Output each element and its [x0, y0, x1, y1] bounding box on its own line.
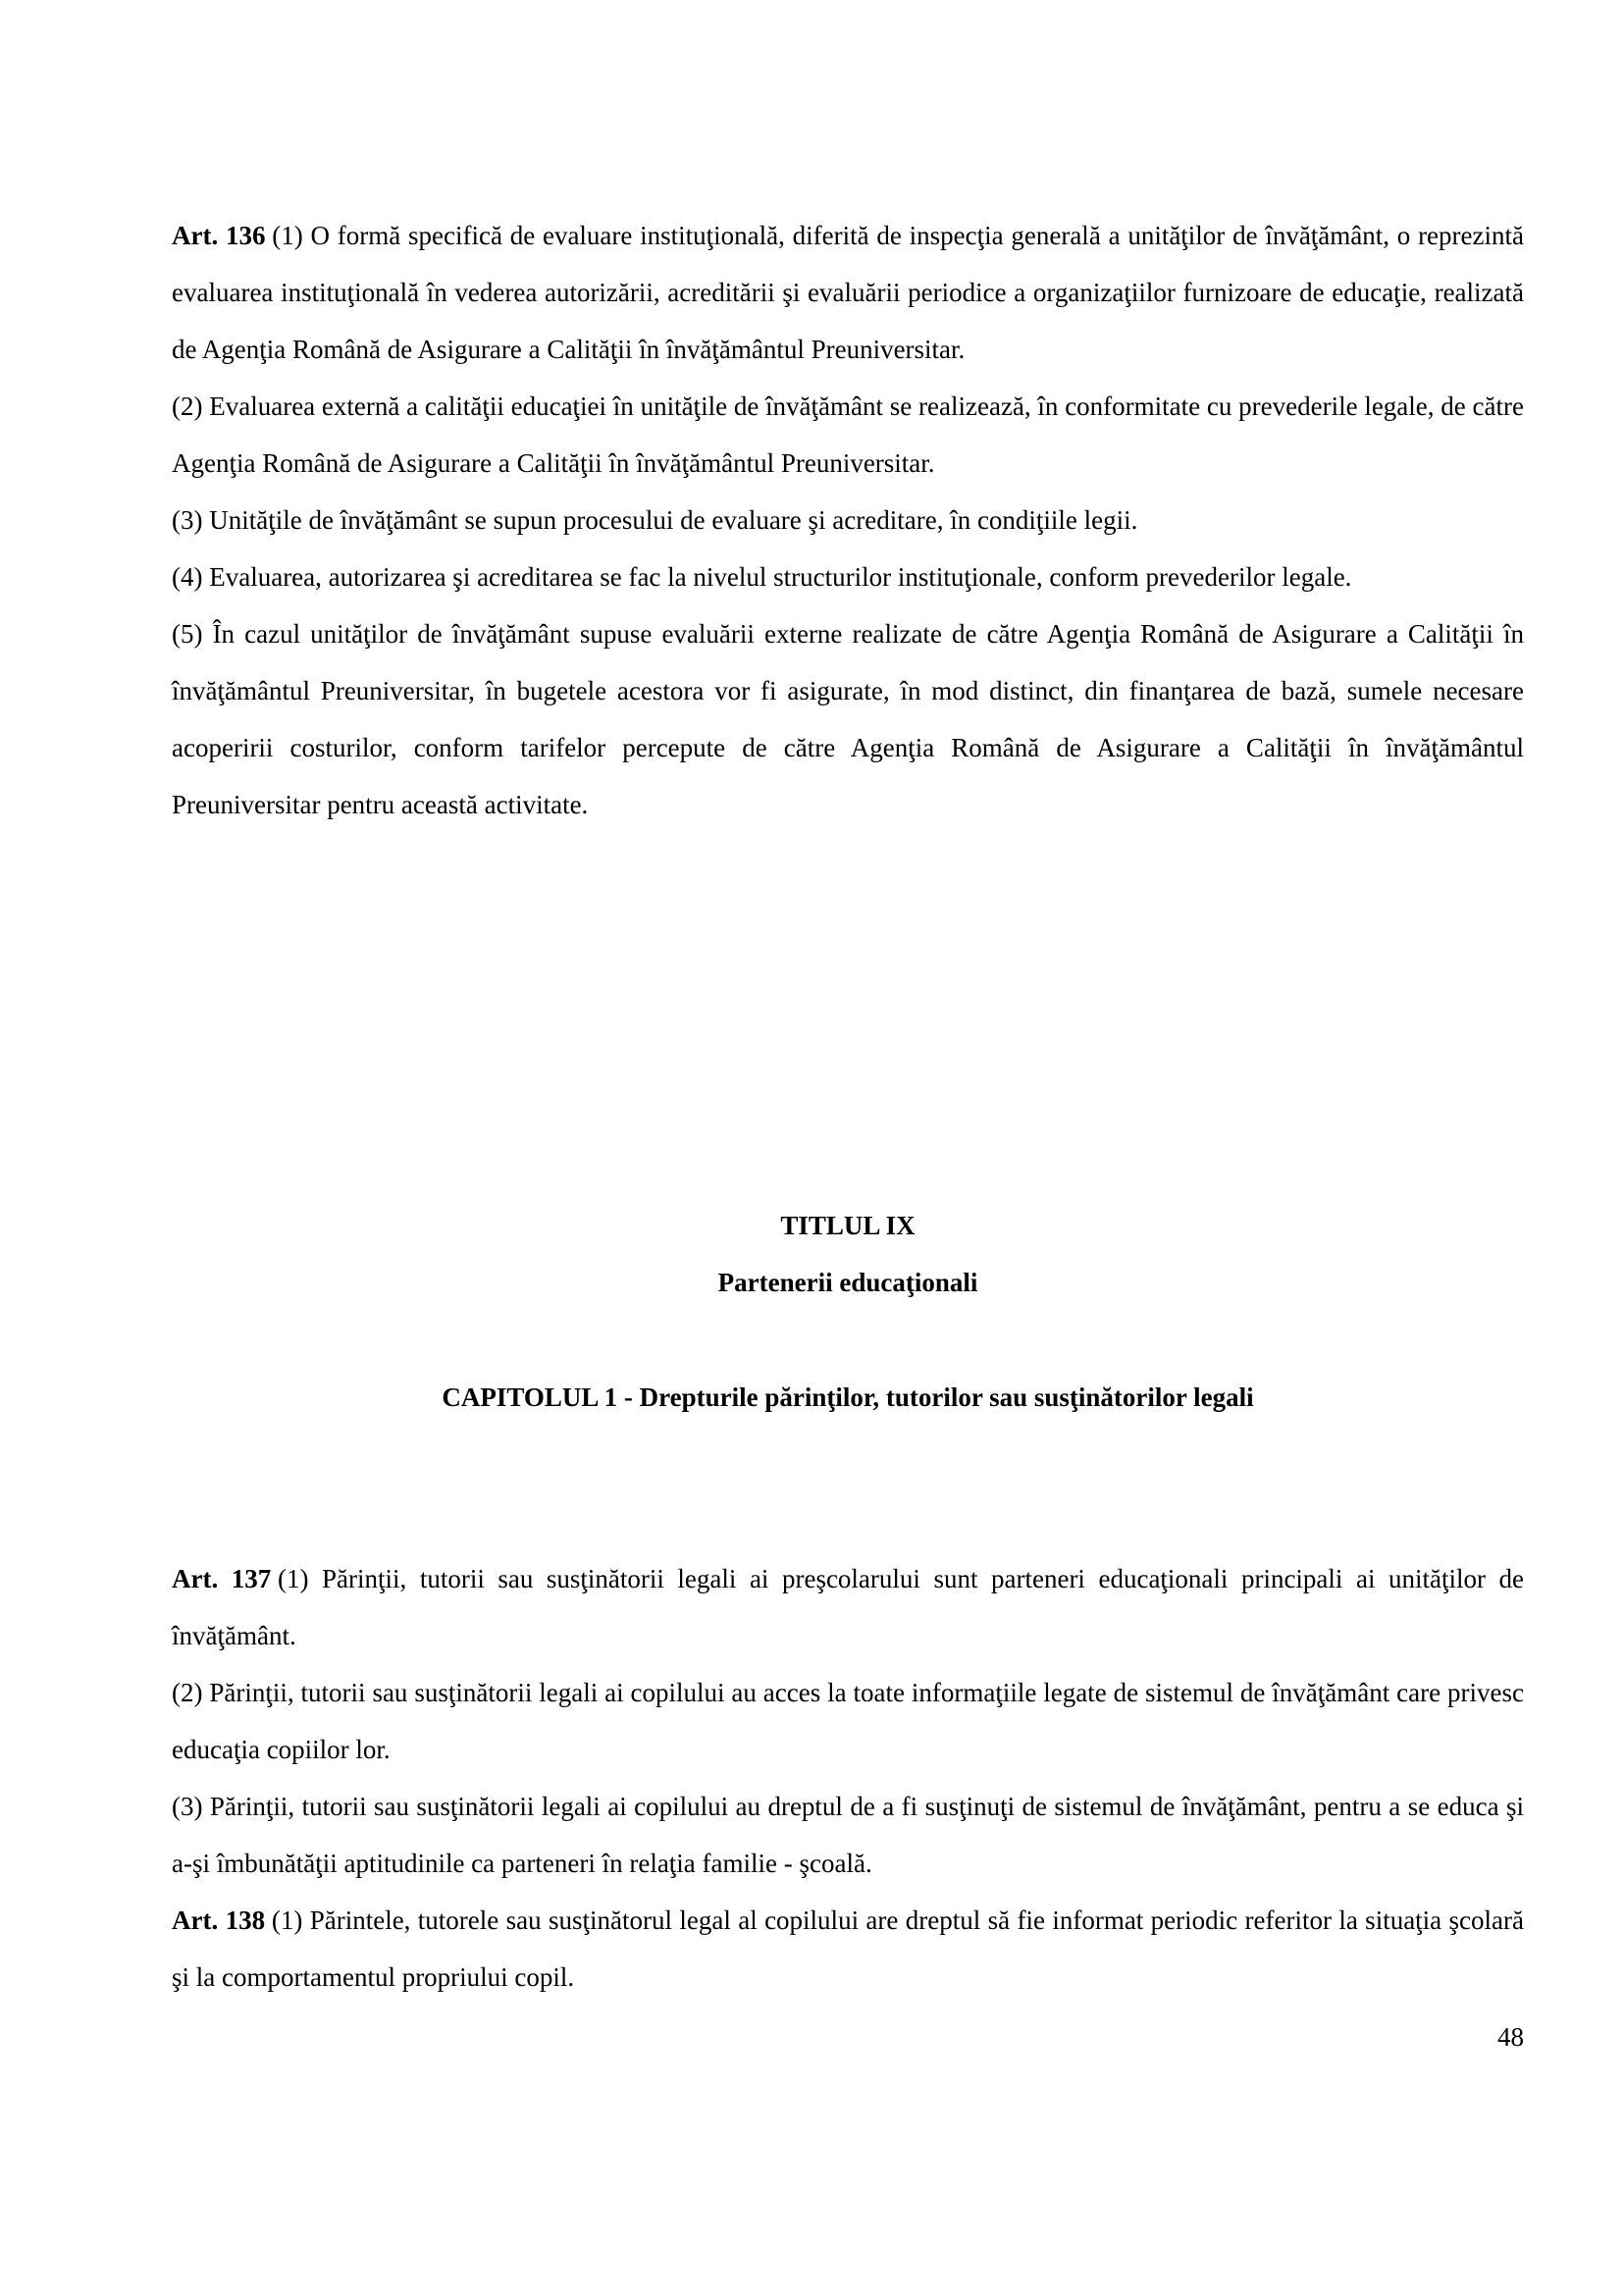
article-137-paragraph-1 [172, 1550, 1524, 1664]
article-138-label: Art. 138 [172, 1905, 266, 1935]
title-ix-subtitle: Partenerii educaţionali [717, 1268, 978, 1297]
article-136-paragraph-4: (4) Evaluarea, autorizarea şi acreditarea se fac la nivelul structurilor instituţionale, conform prevederilor legale. [172, 562, 1352, 592]
chapter-1-heading: CAPITOLUL 1 - Drepturile părinţilor, tutorilor sau susţinătorilor legali [442, 1382, 1254, 1412]
article-136-label: Art. 136 [172, 221, 266, 250]
article-136-paragraph-5: (5) În cazul unităţilor de învăţământ supuse evaluării externe realizate de către Agenţia Română de Asigurare a Calităţii în învăţământul Preuniversitar, în bugetele acestora vor fi asigurate, în mod distinct, din finanţarea de bază, sumele necesare acoperirii costurilor, conform tarifelor percepute de către Agenţia Română de Asigurare a Calităţii în învăţământul Preuniversitar pentru această activitate. [172, 619, 1524, 819]
article-137-label: Art. 137 [172, 1564, 272, 1593]
page-number: 48 [1497, 2022, 1524, 2052]
article-137-paragraph-2: (2) Părinţii, tutorii sau susţinătorii legali ai copilului au acces la toate informaţiile legate de sistemul de învăţământ care privesc educaţia copiilor lor. [172, 1678, 1524, 1764]
article-136-paragraph-1 [172, 207, 1524, 378]
article-136-paragraph-3: (3) Unităţile de învăţământ se supun procesului de evaluare şi acreditare, în condiţiile legii. [172, 505, 1138, 535]
title-ix-heading: TITLUL IX [780, 1211, 916, 1240]
article-136-paragraph-2: (2) Evaluarea externă a calităţii educaţiei în unităţile de învăţământ se realizează, în conformitate cu prevederile legale, de către Agenţia Română de Asigurare a Calităţii în învăţământul Preuniversitar. [172, 391, 1524, 478]
article-137-paragraph-1-text: (1) Părinţii, tutorii sau susţinătorii legali ai preşcolarului sunt parteneri educaţionali principali ai unităţilor de învăţământ. [172, 1564, 1524, 1650]
article-138-paragraph-1-text: (1) Părintele, tutorele sau susţinătorul legal al copilului are dreptul să fie informat periodic referitor la situaţia şcolară şi la comportamentul propriului copil. [172, 1905, 1524, 1992]
article-137-paragraph-3: (3) Părinţii, tutorii sau susţinătorii legali ai copilului au dreptul de a fi susţinuţi de sistemul de învăţământ, pentru a se educa şi a-şi îmbunătăţii aptitudinile ca parteneri în relaţia familie - şcoală. [172, 1792, 1524, 1878]
article-136-paragraph-1-text: (1) O formă specifică de evaluare instituţională, diferită de inspecţia generală a unităţilor de învăţământ, o reprezintă evaluarea instituţională în vederea autorizării, acreditării şi evaluării periodice a organizaţiilor furnizoare de educaţie, realizată de Agenţia Română de Asigurare a Calităţii în învăţământul Preuniversitar. [172, 221, 1524, 364]
article-138-paragraph-1 [172, 1892, 1524, 2006]
